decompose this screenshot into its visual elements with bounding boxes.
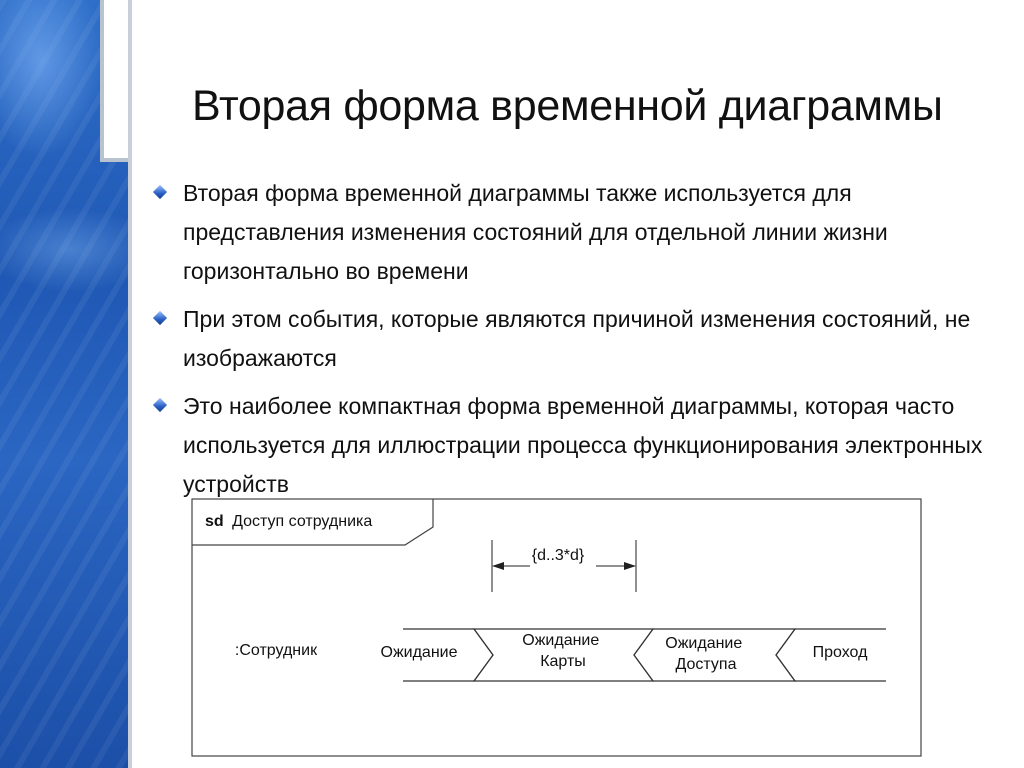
diagram-frame [192, 499, 921, 756]
bullet-text: Это наиболее компактная форма временной диаграммы, которая часто используется для иллюстрации процесса функционирования электронных устройств [183, 393, 983, 497]
state-label-pass: Проход [812, 644, 868, 661]
frame-name: Доступ сотрудника [232, 513, 373, 530]
state-label-waiting: Ожидание [380, 644, 458, 661]
state-label-waiting-card: Ожидание Карты [522, 632, 600, 670]
bullet-text: При этом события, которые являются причиной изменения состояний, не изображаются [183, 306, 971, 371]
duration-constraint: {d..3*d} [531, 547, 585, 564]
lifeline-label: :Сотрудник [234, 642, 318, 659]
state-label-waiting-access: Ожидание Доступа [665, 635, 743, 673]
slide-title: Вторая форма временной диаграммы [192, 82, 943, 130]
frame-keyword: sd [205, 513, 224, 530]
bullet-text: Вторая форма временной диаграммы также используется для представления изменения состояний для отдельной линии жизни горизонтально во времени [183, 180, 888, 284]
